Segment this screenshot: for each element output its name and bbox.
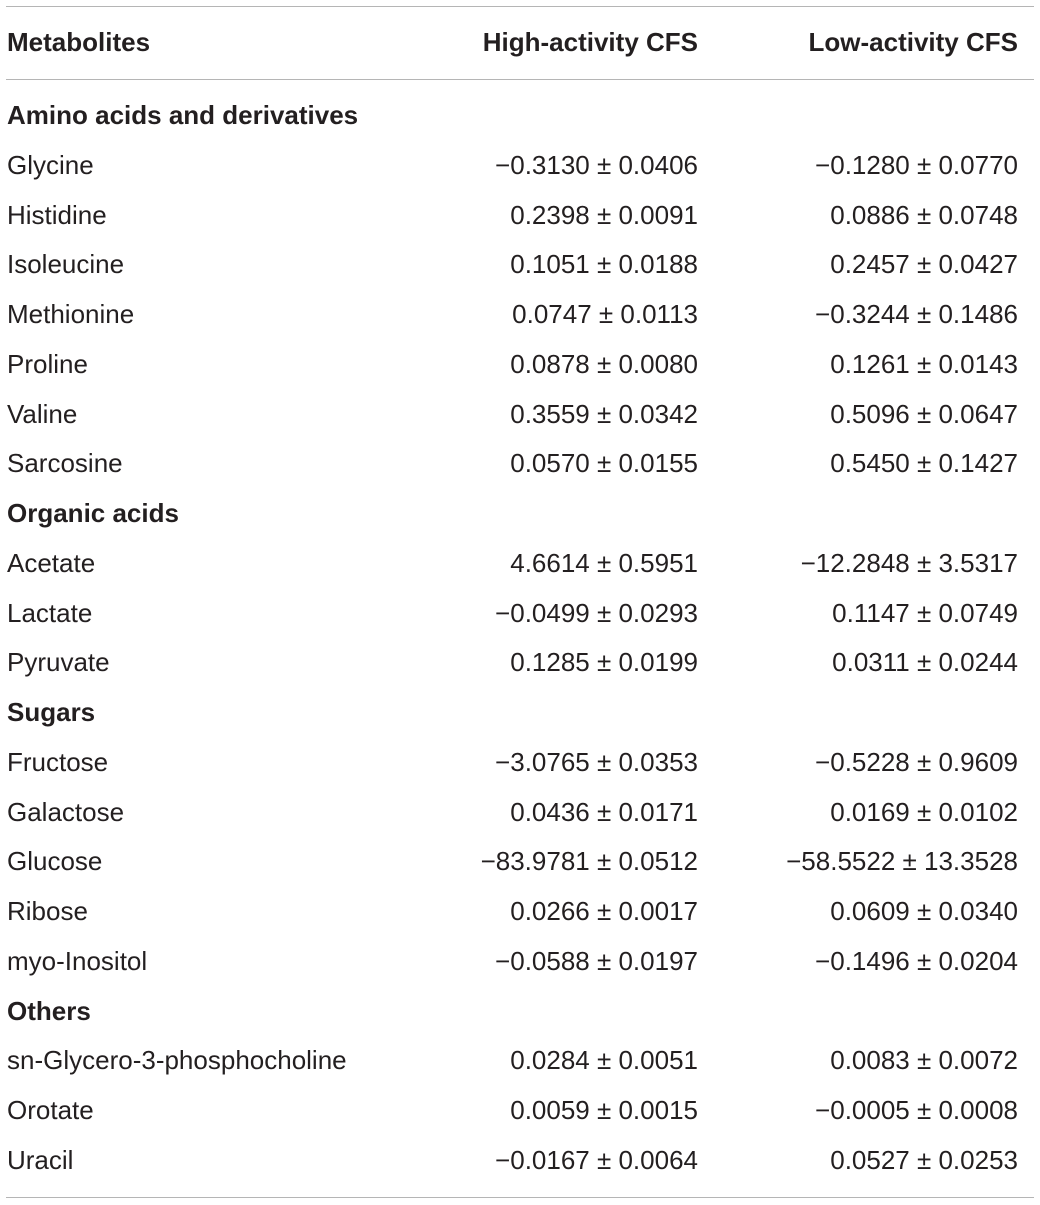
table-row xyxy=(0,239,1040,289)
table-bottom-rule xyxy=(6,1197,1034,1198)
metabolite-name: Histidine xyxy=(7,199,107,230)
table-row xyxy=(0,1035,1040,1085)
low-activity-value: 0.0886 ± 0.0748 xyxy=(830,199,1018,230)
metabolite-name: Glycine xyxy=(7,149,94,180)
low-activity-value: 0.0311 ± 0.0244 xyxy=(832,647,1018,678)
metabolite-name: Acetate xyxy=(7,547,96,578)
high-activity-value: 0.0266 ± 0.0017 xyxy=(510,896,698,926)
low-activity-value: −0.1280 ± 0.0770 xyxy=(815,149,1018,180)
low-activity-value: 0.1147 ± 0.0749 xyxy=(832,597,1018,628)
table-row xyxy=(0,588,1040,638)
table-header-row xyxy=(0,17,1040,67)
low-activity-value: 0.0083 ± 0.0072 xyxy=(830,1045,1018,1076)
table-row xyxy=(0,438,1040,488)
low-activity-value: −0.0005 ± 0.0008 xyxy=(815,1095,1018,1125)
metabolite-name: Ribose xyxy=(7,896,88,926)
metabolite-name: myo-Inositol xyxy=(7,945,148,976)
header-divider-rule xyxy=(6,79,1034,80)
section-header-row xyxy=(0,986,1040,1036)
table-top-rule xyxy=(6,6,1034,7)
high-activity-value: −0.3130 ± 0.0406 xyxy=(495,149,698,180)
metabolite-name: Isoleucine xyxy=(7,249,125,280)
table-row xyxy=(0,538,1040,588)
low-activity-value: 0.0527 ± 0.0253 xyxy=(830,1144,1018,1175)
low-activity-value: −12.2848 ± 3.5317 xyxy=(800,547,1018,578)
header-low-activity: Low-activity CFS xyxy=(808,27,1018,57)
low-activity-value: 0.1261 ± 0.0143 xyxy=(830,348,1018,379)
section-header-row xyxy=(0,687,1040,737)
low-activity-value: −58.5522 ± 13.3528 xyxy=(786,846,1018,877)
high-activity-value: 4.6614 ± 0.5951 xyxy=(510,547,698,578)
metabolite-name: Galactose xyxy=(7,796,125,827)
low-activity-value: 0.5096 ± 0.0647 xyxy=(830,398,1018,429)
table-row xyxy=(0,787,1040,837)
low-activity-value: 0.5450 ± 0.1427 xyxy=(830,448,1018,479)
high-activity-value: −0.0167 ± 0.0064 xyxy=(495,1144,698,1175)
low-activity-value: −0.5228 ± 0.9609 xyxy=(815,746,1018,777)
high-activity-value: −3.0765 ± 0.0353 xyxy=(495,746,698,777)
low-activity-value: −0.3244 ± 0.1486 xyxy=(815,299,1018,329)
high-activity-value: 0.1051 ± 0.0188 xyxy=(510,249,698,280)
metabolite-name: Fructose xyxy=(7,746,109,777)
high-activity-value: 0.0284 ± 0.0051 xyxy=(510,1045,698,1076)
high-activity-value: −0.0588 ± 0.0197 xyxy=(495,945,698,976)
low-activity-value: 0.0609 ± 0.0340 xyxy=(830,896,1018,926)
metabolite-name: Glucose xyxy=(7,846,103,877)
metabolite-name: Proline xyxy=(7,348,88,379)
section-title: Others xyxy=(7,995,91,1026)
high-activity-value: 0.0570 ± 0.0155 xyxy=(510,448,698,479)
header-high-activity: High-activity CFS xyxy=(482,27,698,57)
table-row xyxy=(0,737,1040,787)
table-row xyxy=(0,389,1040,439)
table-row xyxy=(0,1135,1040,1185)
low-activity-value: 0.2457 ± 0.0427 xyxy=(830,249,1018,280)
high-activity-value: 0.1285 ± 0.0199 xyxy=(510,647,698,678)
metabolite-name: Lactate xyxy=(7,597,93,628)
section-header-row xyxy=(0,488,1040,538)
high-activity-value: 0.3559 ± 0.0342 xyxy=(510,398,698,429)
low-activity-value: −0.1496 ± 0.0204 xyxy=(815,945,1018,976)
table-row xyxy=(0,1085,1040,1135)
header-metabolites: Metabolites xyxy=(7,27,151,57)
high-activity-value: 0.0878 ± 0.0080 xyxy=(510,348,698,379)
section-title: Amino acids and derivatives xyxy=(7,100,359,130)
low-activity-value: 0.0169 ± 0.0102 xyxy=(830,796,1018,827)
metabolite-name: Methionine xyxy=(7,299,135,329)
high-activity-value: −83.9781 ± 0.0512 xyxy=(480,846,698,877)
metabolite-name: Sarcosine xyxy=(7,448,123,479)
metabolite-name: Uracil xyxy=(7,1144,74,1175)
high-activity-value: 0.0747 ± 0.0113 xyxy=(512,299,698,329)
table-row xyxy=(0,936,1040,986)
high-activity-value: 0.0436 ± 0.0171 xyxy=(510,796,698,827)
section-header-row xyxy=(0,90,1040,140)
high-activity-value: 0.0059 ± 0.0015 xyxy=(510,1095,698,1125)
metabolite-name: sn-Glycero-3-phosphocholine xyxy=(7,1045,347,1076)
high-activity-value: −0.0499 ± 0.0293 xyxy=(495,597,698,628)
table-row xyxy=(0,140,1040,190)
table-row xyxy=(0,289,1040,339)
metabolite-name: Orotate xyxy=(7,1095,94,1125)
table-row xyxy=(0,190,1040,240)
section-title: Organic acids xyxy=(7,498,179,528)
table-row xyxy=(0,886,1040,936)
metabolite-name: Pyruvate xyxy=(7,647,110,678)
table-row xyxy=(0,339,1040,389)
section-title: Sugars xyxy=(7,697,96,727)
table-row xyxy=(0,836,1040,886)
table-row xyxy=(0,637,1040,687)
metabolite-name: Valine xyxy=(7,398,78,429)
high-activity-value: 0.2398 ± 0.0091 xyxy=(510,199,698,230)
